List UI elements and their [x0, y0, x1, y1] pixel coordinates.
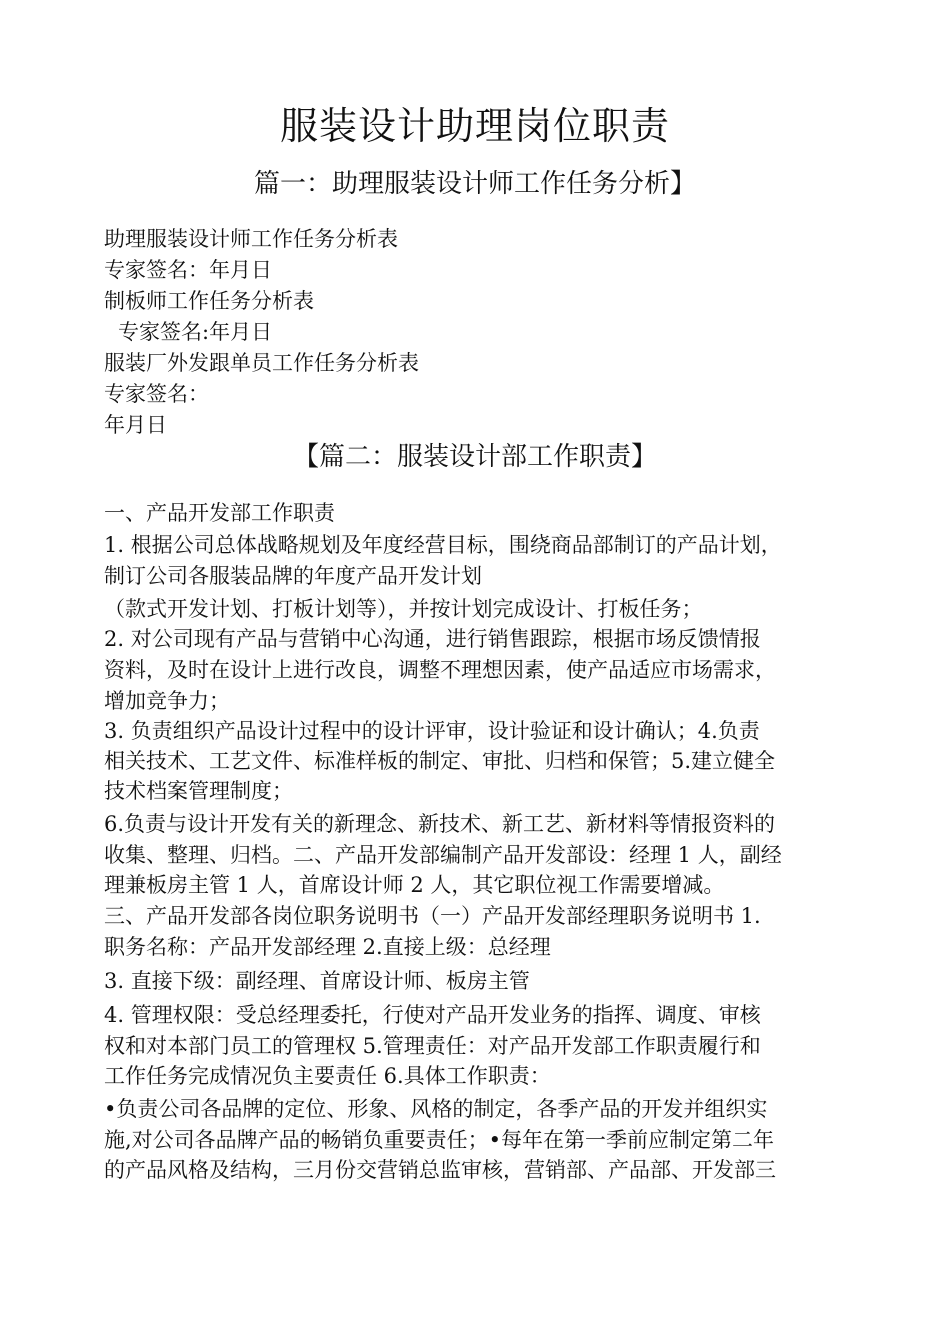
- text-line: （款式开发计划、打板计划等），并按计划完成设计、打板任务；: [104, 597, 703, 621]
- text-line: •负责公司各品牌的定位、形象、风格的制定，各季产品的开发并组织实: [104, 1097, 768, 1121]
- text-line: 技术档案管理制度；: [104, 779, 293, 803]
- text-line: 3. 负责组织产品设计过程中的设计评审，设计验证和设计确认；4.负责: [104, 719, 760, 743]
- text-line: 资料，及时在设计上进行改良，调整不理想因素，使产品适应市场需求，: [104, 658, 776, 682]
- section-1-heading: 篇一：助理服装设计师工作任务分析】: [253, 169, 696, 199]
- text-line: 专家签名：年月日: [104, 258, 272, 282]
- text-line: 服装厂外发跟单员工作任务分析表: [104, 351, 419, 375]
- text-line: 1. 根据公司总体战略规划及年度经营目标，围绕商品部制订的产品计划，: [104, 533, 782, 557]
- text-line: 6.负责与设计开发有关的新理念、新技术、新工艺、新材料等情报资料的: [104, 812, 776, 836]
- text-line: 收集、整理、归档。二、产品开发部编制产品开发部设：经理 1 人，副经: [104, 843, 782, 867]
- text-line: 制订公司各服装品牌的年度产品开发计划: [104, 564, 482, 588]
- text-line: 施,对公司各品牌产品的畅销负重要责任；•每年在第一季前应制定第二年: [104, 1128, 775, 1152]
- text-line: 的产品风格及结构，三月份交营销总监审核，营销部、产品部、开发部三: [104, 1158, 776, 1182]
- text-line: 助理服装设计师工作任务分析表: [104, 227, 398, 251]
- text-line: 相关技术、工艺文件、标准样板的制定、审批、归档和保管；5.建立健全: [104, 749, 776, 773]
- text-line: 2. 对公司现有产品与营销中心沟通，进行销售跟踪，根据市场反馈情报: [104, 627, 761, 651]
- text-line: 3. 直接下级：副经理、首席设计师、板房主管: [104, 969, 530, 993]
- text-line: 专家签名:年月日: [118, 320, 273, 344]
- text-line: 年月日: [104, 413, 167, 437]
- text-line: 制板师工作任务分析表: [104, 289, 314, 313]
- text-line: 权和对本部门员工的管理权 5.管理责任：对产品开发部工作职责履行和: [104, 1034, 761, 1058]
- text-line: 职务名称：产品开发部经理 2.直接上级：总经理: [104, 935, 551, 959]
- text-line: 三、产品开发部各岗位职务说明书（一）产品开发部经理职务说明书 1.: [104, 904, 761, 928]
- text-line: 增加竞争力；: [104, 689, 230, 713]
- document-title: 服装设计助理岗位职责: [279, 104, 670, 148]
- text-line: 工作任务完成情况负主要责任 6.具体工作职责：: [104, 1064, 551, 1088]
- text-line: 理兼板房主管 1 人，首席设计师 2 人，其它职位视工作需要增减。: [104, 873, 725, 897]
- text-line: 专家签名：: [104, 382, 209, 406]
- section-2-heading: 【篇二：服装设计部工作职责】: [292, 442, 657, 472]
- text-line: 4. 管理权限：受总经理委托，行使对产品开发业务的指挥、调度、审核: [104, 1003, 761, 1027]
- text-line: 一、产品开发部工作职责: [104, 501, 335, 525]
